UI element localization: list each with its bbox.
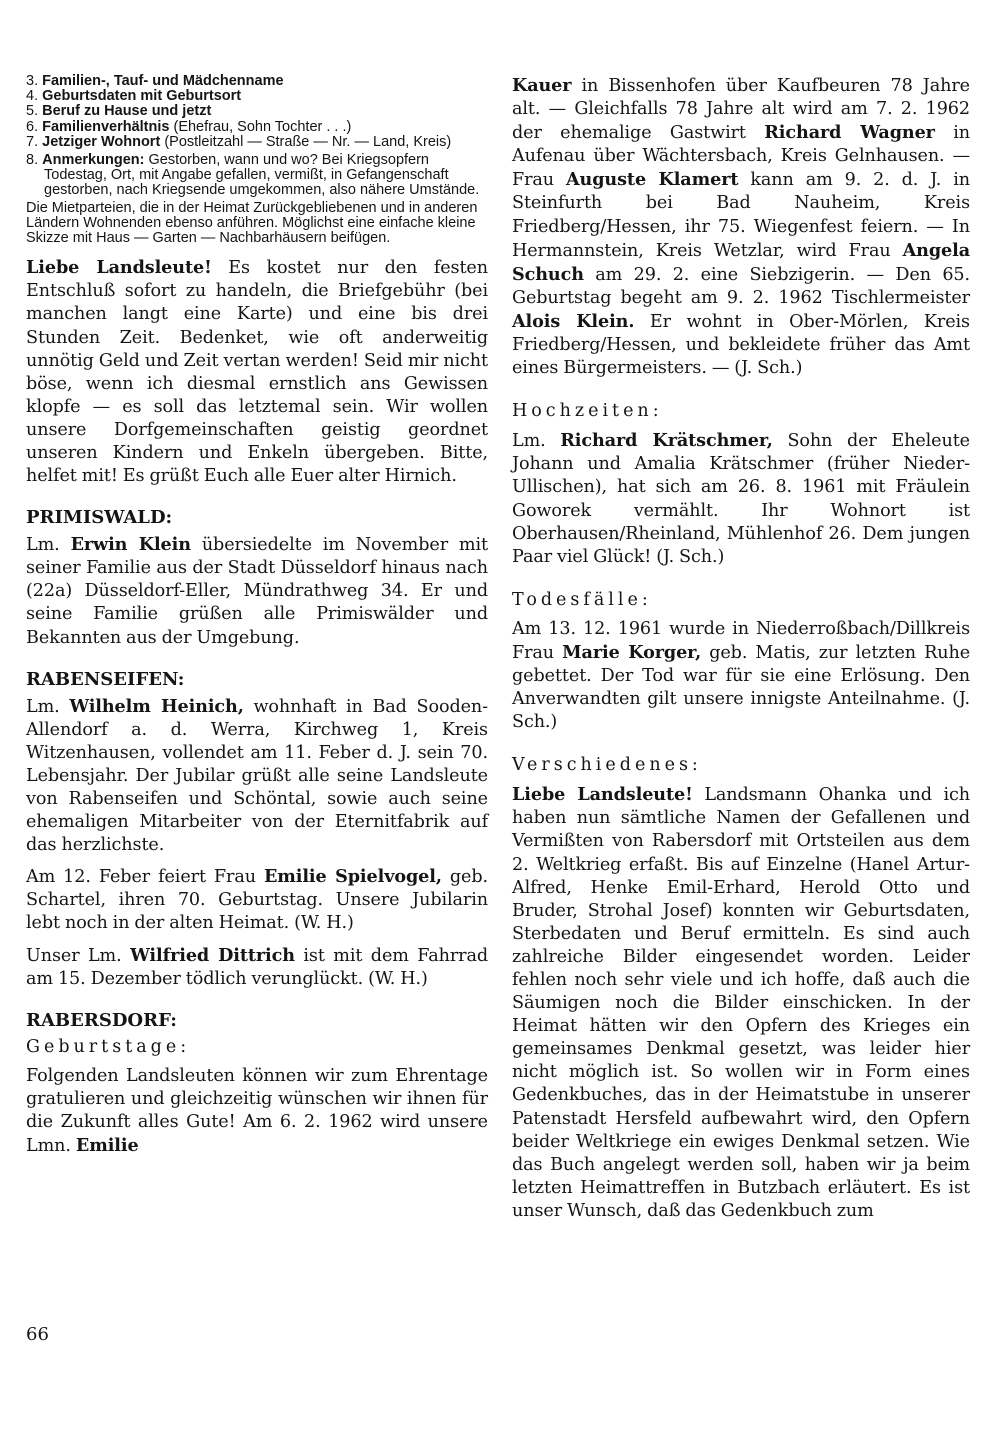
todesfaelle-paragraph: Am 13. 12. 1961 wurde in Niederroßbach/Dillkreis Frau Marie Korger, geb. Matis, zur letzten Ruhe gebettet. Der Tod war für sie eine Erlösung. Den Anverwandten gilt unsere innigste Anteilnahme. (J. Sch.): [512, 618, 971, 733]
birthdays-continued-paragraph: Kauer in Bissenhofen über Kaufbeuren 78 Jahre alt. — Gleichfalls 78 Jahre alt wird am 7. 2. 1962 der ehemalige Gastwirt Richard Wagner in Aufenau über Wächtersbach, Kreis Gelnhausen. — Frau Auguste Klamert kann am 9. 2. d. J. in Steinfurth bei Bad Nauheim, Kreis Friedberg/Hessen, ihr 75. Wiegenfest feiern. — In Hermannstein, Kreis Wetzlar, wird Frau Angela Schuch am 29. 2. eine Siebzigerin. — Den 65. Geburtstag begeht am 9. 2. 1962 Tischlermeister Alois Klein. Er wohnt in Ober-Mörlen, Kreis Friedberg/Hessen, und bekleidete früher das Amt eines Bürgermeisters. — (J. Sch.): [512, 75, 970, 379]
heading-rabenseifen: RABENSEIFEN:: [26, 668, 185, 690]
rabenseifen-paragraph-2: Am 12. Feber feiert Frau Emilie Spielvogel, geb. Schartel, ihren 70. Geburtstag. Unsere Jubilarin lebt noch in der alten Heimat. (W. H.): [26, 866, 488, 934]
subheading-hochzeiten: Hochzeiten:: [512, 401, 663, 422]
hochzeiten-paragraph: Lm. Richard Krätschmer, Sohn der Eheleute Johann und Amalia Krätschmer (früher Nieder-Ullischen), hat sich am 26. 8. 1961 mit Fräulein Goworek vermählt. Ihr Wohnort ist Oberhausen/Rheinland, Mühlenhof 26. Dem jungen Paar viel Glück! (J. Sch.): [512, 430, 970, 567]
rabenseifen-paragraph-1: Lm. Wilhelm Heinich, wohnhaft in Bad Sooden-Allendorf a. d. Werra, Kirchweg 1, Kreis Witzenhausen, vollendet am 11. Feber d. J. sein 70. Lebensjahr. Der Jubilar grüßt alle seine Landsleute von Rabenseifen und Schöntal, sowie auch seine ehemaligen Mitarbeiter von der Eternitfabrik auf das herzlichste.: [26, 695, 488, 856]
list-item: 8. Anmerkungen: Gestorben, wann und wo? Bei Kriegsopfern Todestag, Ort, mit Angabe gefallen, vermißt, in Gefangenschaft gestorben, nach Kriegsende umgekommen, also nähere Umstände.: [26, 152, 480, 199]
appeal-paragraph: Liebe Landsleute! Es kostet nur den festen Entschluß sofort zu handeln, die Briefgebühr (bei manchen langt eine Karte) und eine bis drei Stunden Zeit. Bedenket, wie oft anderweitig unnötig Geld und Zeit vertan werden! Seid mir nicht böse, wenn ich diesmal ernstlich ans Gewissen klopfe — es soll das letztemal sein. Wir wollen unsere Dorfgemeinschaften geistig geordnet unseren Kindern und Enkeln übergeben. Bitte, helfet mit! Es grüßt Euch alle Euer alter Hirnich.: [26, 257, 488, 487]
subheading-todesfaelle: Todesfälle:: [512, 589, 652, 610]
list-item: 3. Familien-, Tauf- und Mädchenname: [26, 73, 284, 89]
questionnaire-list: [26, 74, 488, 199]
rabenseifen-paragraph-3: Unser Lm. Wilfried Dittrich ist mit dem Fahrrad am 15. Dezember tödlich verunglückt. (W. H.): [26, 944, 489, 989]
list-item: 4. Geburtsdaten mit Geburtsort: [26, 88, 242, 105]
verschiedenes-paragraph: Liebe Landsleute! Landsmann Ohanka und ich haben nun sämtliche Namen der Gefallenen und Vermißten von Rabersdorf mit Ortsteilen aus dem 2. Weltkrieg erfaßt. Bis auf Einzelne (Hanel Artur-Alfred, Henke Emil-Erhard, Herold Otto und Bruder, Strohal Josef) konnten wir Geburtsdaten, Sterbedaten und Beruf ermitteln. Es sind auch zahlreiche Bilder eingesendet worden. Leider fehlen noch sehr viele und ich hoffe, daß auch die Säumigen noch die Bilder einschicken. In der Heimat hätten wir den Opfern des Krieges ein gemeinsames Denkmal gesetzt, was leider hier nicht möglich ist. So wollen wir in Form eines Gedenkbuches, das in der Heimatstube in unserer Patenstadt Hersfeld aufbewahrt wird, den Opfern beider Weltkriege ein ewiges Denkmal setzen. Wie das Buch angelegt werden soll, haben wir ja beim letzten Heimattreffen in Butzbach erläutert. Es ist unser Wunsch, daß das Gedenkbuch zum: [512, 784, 970, 1221]
subheading-geburtstage: Geburtstage:: [26, 1036, 191, 1057]
list-item: 6. Familienverhältnis (Ehefrau, Sohn Tochter . . .): [26, 118, 352, 135]
heading-primiswald: PRIMISWALD:: [26, 507, 173, 529]
rabersdorf-paragraph: Folgenden Landsleuten können wir zum Ehrentage gratulieren und gleichzeitig wünschen wir ihnen für die Zukunft alles Gute! Am 6. 2. 1962 wird unsere Lmn. Emilie: [26, 1065, 488, 1157]
list-item: 7. Jetziger Wohnort (Postleitzahl — Straße — Nr. — Land, Kreis): [26, 133, 452, 150]
heading-rabersdorf: RABERSDORF:: [26, 1009, 177, 1031]
list-item: 5. Beruf zu Hause und jetzt: [26, 103, 212, 120]
primiswald-paragraph: Lm. Erwin Klein übersiedelte im November mit seiner Familie aus der Stadt Düsseldorf hinaus nach (22a) Düsseldorf-Eller, Mündrathweg 34. Er und seine Familie grüßen alle Primiswälder und Bekannten aus der Umgebung.: [26, 534, 489, 648]
left-column: [26, 74, 488, 1158]
page-number: 66: [26, 1324, 49, 1345]
tenants-note: Die Mietparteien, die in der Heimat Zurückgebliebenen und in anderen Ländern Wohnenden ebenso anführen. Möglichst eine einfache kleine Skizze mit Haus — Garten — Nachbarhäusern beifügen.: [26, 199, 478, 247]
right-column: [512, 74, 970, 1223]
subheading-verschiedenes: Verschiedenes:: [512, 755, 702, 776]
